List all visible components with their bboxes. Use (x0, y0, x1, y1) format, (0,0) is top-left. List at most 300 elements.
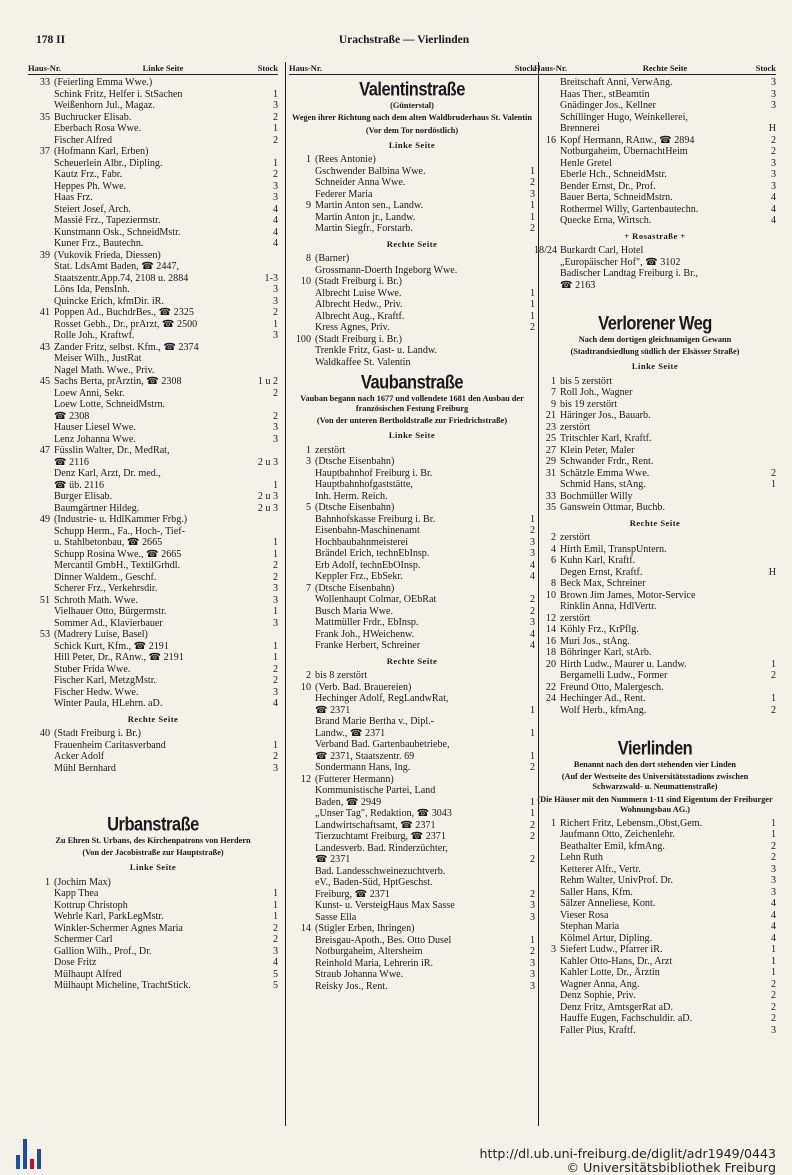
entry-text: Gnädinger Jos., Kellner (560, 100, 656, 111)
floor-number: 3 (272, 762, 278, 774)
floor-number: 3 (272, 192, 278, 203)
list-item (289, 537, 535, 549)
house-number (534, 112, 560, 124)
list-item (289, 514, 535, 526)
list-item (534, 280, 776, 292)
list-item (28, 537, 278, 549)
house-number: 47 (39, 445, 50, 456)
list-item (28, 169, 278, 181)
floor-number: 2 (272, 663, 278, 675)
floor-number (750, 636, 776, 648)
entry-text: Albrecht Aug., Kraftf. (315, 310, 405, 322)
entry-text: Loew Anni, Sekr. (54, 387, 125, 399)
house-number (28, 537, 54, 549)
list-item (28, 595, 278, 607)
list-item (534, 491, 776, 503)
floor-number: 3 (770, 77, 776, 88)
entry-text: Albrecht Luise Wwe. (315, 287, 402, 299)
entry-text: Schwander Frdr., Rent. (560, 456, 654, 468)
floor-number: 1 (529, 165, 535, 177)
floor-number: 4 (529, 628, 535, 640)
floor-number: 3 (272, 686, 278, 698)
floor-number: 3 (770, 169, 776, 180)
floor-number: 4 (770, 932, 776, 944)
house-number (289, 189, 315, 201)
entry-text: Mülhaupt Micheline, TrachtStick. (54, 980, 191, 992)
side-label: Linke Seite (142, 63, 184, 73)
floor-number (509, 693, 535, 705)
house-number: 14 (300, 923, 311, 935)
floor-number (509, 491, 535, 503)
entry-text: Bahnhofskasse Freiburg i. Br. (315, 513, 436, 525)
house-number (534, 887, 560, 899)
entry-text: Heppes Ph. Wwe. (54, 180, 127, 192)
floor-number: 2 (529, 819, 535, 831)
street-title: Urbanstraße (107, 814, 199, 836)
house-number (289, 548, 315, 560)
entry-text: Mercantil GmbH., TextilGrhdl. (54, 560, 181, 571)
floor-number (750, 280, 776, 292)
list-item (28, 957, 278, 969)
entry-text: Brand Marie Bertha v., Dipl.- (315, 716, 435, 728)
entry-text: Ganswein Ottmar, Buchb. (560, 502, 665, 514)
floor-number: 3 (272, 295, 278, 307)
entry-text: Sälzer Anneliese, Kont. (560, 898, 656, 910)
house-number (289, 514, 315, 526)
entry-text: Rosset Gebh., Dr., prArzt, ☎ 2500 (54, 318, 198, 330)
floor-number: 2 (529, 223, 535, 235)
floor-number (509, 923, 535, 935)
floor-number: 2 (529, 888, 535, 900)
house-number: 43 (39, 341, 50, 353)
house-number (28, 135, 54, 147)
entry-text: Löns Ida, PensInh. (54, 284, 130, 295)
entry-text: Zander Fritz, selbst. Kfm., ☎ 2374 (54, 341, 199, 353)
floor-number: 3 (272, 100, 278, 111)
list-item (28, 330, 278, 342)
list-item (289, 594, 535, 606)
list-item (28, 434, 278, 446)
list-item (534, 864, 776, 876)
entry-text: Kommunistische Partei, Land (315, 785, 436, 797)
house-number (534, 1025, 560, 1037)
house-number (289, 311, 315, 323)
list-item (28, 491, 278, 503)
floor-number: 5 (272, 980, 278, 992)
stock-label: Stock (755, 63, 776, 73)
floor-number (750, 647, 776, 659)
house-number: 29 (545, 456, 556, 468)
floor-number: 3 (529, 969, 535, 981)
house-number (28, 560, 54, 572)
floor-number: 1 (529, 299, 535, 311)
entry-text: Kahler Lotte, Dr., Ärztin (560, 967, 660, 979)
floor-number (509, 445, 535, 457)
house-number (28, 330, 54, 342)
list-item (289, 177, 535, 189)
floor-number (750, 456, 776, 468)
list-item (28, 480, 278, 492)
entry-text: Wagner Anna, Ang. (560, 978, 640, 990)
floor-number (750, 590, 776, 602)
entry-text: Frank Joh., HWeichenw. (315, 628, 415, 640)
floor-number (750, 245, 776, 257)
house-number (28, 664, 54, 676)
floor-number (509, 670, 535, 682)
list-item (289, 670, 535, 682)
entry-text: Landesverb. Bad. Rinderzüchter, (315, 842, 448, 854)
house-number (28, 751, 54, 763)
floor-number: 1 (272, 123, 278, 134)
list-item (289, 154, 535, 166)
spacer (28, 792, 278, 810)
list-item (289, 866, 535, 878)
list-item (534, 636, 776, 648)
house-number (28, 204, 54, 216)
entry-text: Scheuerlein Albr., Dipling. (54, 157, 163, 169)
floor-number: 2 (770, 146, 776, 157)
entry-text: Mülhaupt Alfred (54, 968, 122, 980)
house-number (534, 990, 560, 1002)
entry-text: Füsslin Walter, Dr., MedRat, (54, 445, 170, 456)
list-item (28, 503, 278, 515)
floor-number: 2 (770, 704, 776, 716)
floor-number: 1 (529, 200, 535, 212)
list-item (534, 567, 776, 579)
house-number (289, 345, 315, 357)
list-item (289, 200, 535, 212)
house-number (28, 641, 54, 653)
house-number (289, 866, 315, 878)
entry-text: Vielhauer Otto, Bürgermstr. (54, 606, 167, 617)
house-number (289, 617, 315, 629)
list-item (289, 958, 535, 970)
house-number (289, 299, 315, 311)
list-item (289, 774, 535, 786)
floor-number: 4 (272, 203, 278, 215)
entry-text: Sondermann Hans, Ing. (315, 762, 411, 774)
house-number (28, 526, 54, 538)
floor-number (509, 716, 535, 728)
house-number (28, 353, 54, 365)
floor-number: 2 (770, 670, 776, 682)
list-item (28, 728, 278, 740)
spacer (534, 291, 776, 309)
floor-number: 1 (272, 157, 278, 169)
house-number (534, 192, 560, 204)
floor-number: 3 (770, 100, 776, 111)
floor-number (750, 387, 776, 399)
street-note: Nach dem dortigen gleichnamigen Gewann (578, 334, 732, 344)
entry-text: zerstört (560, 532, 591, 544)
street-note: (Die Häuser mit den Nummern 1-11 sind Eigentum der Freiburger Wohnungsbau AG.) (537, 794, 773, 814)
floor-number: 1 (272, 888, 278, 900)
stock-label: Stock (514, 63, 535, 73)
house-number (28, 503, 54, 515)
floor-number: 2 (529, 594, 535, 606)
entry-text: Schink Fritz, Helfer i. StSachen (54, 88, 183, 100)
entry-text: Landw., ☎ 2371 (315, 727, 386, 739)
list-item (534, 1002, 776, 1014)
entry-text: Loew Lotte, SchneidMstrn. (54, 399, 166, 410)
house-number: 2 (305, 670, 311, 682)
source-link[interactable]: http://dl.ub.uni-freiburg.de/diglit/adr1949/0443 (479, 1146, 776, 1161)
house-number (28, 273, 54, 285)
list-item (28, 192, 278, 204)
entry-text: Brown Jim James, Motor-Service (560, 589, 696, 601)
entry-text: Straub Johanna Wwe. (315, 969, 404, 981)
floor-number: 1 (272, 537, 278, 548)
house-number (534, 204, 560, 216)
entry-text: Kapp Thea (54, 888, 99, 900)
floor-number: 1 (529, 750, 535, 762)
house-number (289, 969, 315, 981)
list-item (28, 123, 278, 135)
floor-number (509, 682, 535, 694)
entry-text: Eberbach Rosa Wwe. (54, 123, 141, 134)
list-item (534, 468, 776, 480)
list-item (28, 457, 278, 469)
house-number (28, 319, 54, 331)
list-item (534, 979, 776, 991)
column-right (534, 62, 776, 1126)
floor-number: 1 (529, 704, 535, 716)
street-note: (Stadtrandsiedlung südlich der Elsässer Straße) (570, 347, 740, 357)
house-number (289, 177, 315, 189)
list-item (534, 624, 776, 636)
floor-number: 2 (272, 307, 278, 318)
house-number (28, 900, 54, 912)
list-item (534, 613, 776, 625)
entry-text: ☎ 2371, Staatszentr. 69 (315, 750, 415, 762)
list-item (534, 693, 776, 705)
floor-number (509, 843, 535, 855)
floor-number: 2 (272, 169, 278, 180)
house-number (534, 146, 560, 158)
house-number (289, 357, 315, 369)
floor-number (509, 739, 535, 751)
floor-number: 3 (529, 957, 535, 969)
list-item (534, 112, 776, 124)
floor-number: 1 (272, 899, 278, 911)
floor-number (750, 399, 776, 411)
floor-number (509, 502, 535, 514)
floor-number (750, 601, 776, 613)
entry-text: Martin Anton jr., Landw. (315, 211, 416, 223)
list-item (289, 820, 535, 832)
entry-text: Stephan Maria (560, 921, 620, 933)
entry-text: Burkardt Carl, Hotel (560, 245, 644, 256)
entry-text: Hauptbahnhof Freiburg i. Br. (315, 467, 433, 479)
floor-number: 3 (770, 875, 776, 887)
entry-text: Weißenhorn Jul., Magaz. (54, 100, 155, 111)
column-header (289, 62, 535, 75)
entry-text: (Stigler Erben, Ihringen) (315, 923, 415, 935)
entry-text: eV., Baden-Süd, HptGeschst. (315, 877, 433, 889)
floor-number: 3 (770, 88, 776, 100)
floor-number (252, 146, 278, 158)
house-number (289, 751, 315, 763)
floor-number: 4 (272, 215, 278, 226)
list-item (534, 257, 776, 269)
house-number: 1 (305, 154, 311, 166)
entry-text: (Dtsche Eisenbahn) (315, 456, 395, 468)
entry-text: Staatszentr.App.74, 2108 u. 2884 (54, 272, 189, 284)
list-item (534, 956, 776, 968)
list-item (289, 629, 535, 641)
entry-text: zerstört (560, 421, 591, 433)
house-number: 33 (39, 77, 50, 88)
house-number (28, 261, 54, 273)
floor-number (252, 261, 278, 273)
entry-text: ☎ üb. 2116 (54, 479, 105, 491)
house-number (28, 618, 54, 630)
entry-text: Freund Otto, Malergesch. (560, 681, 664, 693)
house-number (289, 322, 315, 334)
entry-text: Winkler-Schermer Agnes Maria (54, 922, 183, 934)
floor-number (252, 629, 278, 641)
house-number (28, 957, 54, 969)
page-number: 178 II (36, 34, 66, 46)
floor-number: 2 (272, 134, 278, 146)
house-number (28, 158, 54, 170)
house-number (289, 166, 315, 178)
entry-text: Martin Anton sen., Landw. (315, 200, 424, 212)
list-item (28, 261, 278, 273)
side-heading: Rechte Seite (629, 517, 681, 528)
list-item (534, 944, 776, 956)
house-number (28, 652, 54, 664)
house-number: 33 (545, 490, 556, 502)
list-item (534, 215, 776, 227)
list-item (289, 491, 535, 503)
floor-number (252, 468, 278, 480)
house-number: 1 (305, 444, 311, 456)
house-number: 39 (39, 249, 50, 261)
floor-number: 4 (272, 957, 278, 969)
house-number (289, 808, 315, 820)
side-heading: Linke Seite (388, 430, 436, 441)
list-item (28, 227, 278, 239)
house-number: 21 (545, 410, 556, 422)
house-number (289, 212, 315, 224)
house-number (28, 763, 54, 775)
list-item (28, 422, 278, 434)
floor-number: 1 (272, 606, 278, 617)
floor-number: H (768, 566, 776, 578)
list-item (28, 629, 278, 641)
list-item (289, 739, 535, 751)
floor-number (750, 682, 776, 694)
floor-number: 2 u 3 (257, 491, 278, 502)
house-number (534, 979, 560, 991)
floor-number (509, 479, 535, 491)
house-number: 3 (550, 944, 556, 956)
house-number (28, 296, 54, 308)
list-item (28, 740, 278, 752)
floor-number: 4 (770, 921, 776, 933)
house-number (28, 491, 54, 503)
floor-number: 1 (272, 318, 278, 330)
floor-number: 1 (770, 967, 776, 979)
side-heading: + Rosastraße + (624, 230, 686, 241)
entry-text: Denz Sophie, Priv. (560, 990, 636, 1002)
floor-number: 1-3 (264, 272, 278, 284)
floor-number (750, 433, 776, 445)
house-number (534, 1002, 560, 1014)
entry-text: Kahler Otto-Hans, Dr., Arzt (560, 955, 673, 967)
floor-number: 4 (770, 898, 776, 910)
list-item (534, 921, 776, 933)
entry-text: Schupp Herm., Fa., Hoch-, Tief- (54, 525, 185, 537)
house-number (534, 215, 560, 227)
hausnr-label: Haus-Nr. (28, 63, 61, 73)
page-title: Urachstraße — Vierlinden (338, 34, 470, 46)
house-number (534, 1013, 560, 1025)
house-number (289, 693, 315, 705)
house-number (289, 946, 315, 958)
list-item (289, 808, 535, 820)
list-item (534, 601, 776, 613)
house-number (289, 854, 315, 866)
floor-number: 1 (529, 934, 535, 946)
floor-number: 1 (272, 739, 278, 751)
entry-text: Hauffe Eugen, Fachschuldir. aD. (560, 1013, 693, 1025)
column-middle (285, 62, 539, 1126)
entry-text: Degen Ernst, Kraftf. (560, 566, 643, 578)
floor-number: 1 (272, 640, 278, 652)
house-number (289, 981, 315, 993)
floor-number (750, 376, 776, 388)
list-item (28, 606, 278, 618)
list-item (28, 980, 278, 992)
entry-text: Bochmüller Willy (560, 490, 633, 502)
floor-number: 2 (770, 852, 776, 864)
floor-number (509, 456, 535, 468)
list-item (534, 544, 776, 556)
house-number (534, 670, 560, 682)
list-item (534, 659, 776, 671)
house-number (289, 935, 315, 947)
floor-number (750, 422, 776, 434)
entry-text: Bauer Berta, SchneidMstrn. (560, 192, 673, 203)
entry-text: Roll Joh., Wagner (560, 387, 633, 399)
house-number (289, 716, 315, 728)
entry-text: Verband Bad. Gartenbaubetriebe, (315, 739, 450, 751)
street-note: Vauban begann nach 1677 und vollendete 1681 den Ausbau der französischen Festung Freiburg (300, 393, 524, 413)
house-number (28, 422, 54, 434)
list-item (289, 479, 535, 491)
floor-number (509, 253, 535, 265)
list-item (534, 875, 776, 887)
entry-text: bis 19 zerstört (560, 398, 618, 410)
list-item (534, 818, 776, 830)
list-item (289, 854, 535, 866)
house-number (534, 864, 560, 876)
list-item (534, 933, 776, 945)
list-item (28, 618, 278, 630)
floor-number (509, 265, 535, 277)
column-header (534, 62, 776, 75)
list-item (289, 877, 535, 889)
list-item (534, 422, 776, 434)
house-number: 18 (545, 647, 556, 659)
entry-text: Bender Ernst, Dr., Prof. (560, 180, 656, 192)
side-heading: Linke Seite (388, 139, 436, 150)
list-item (289, 969, 535, 981)
house-number (28, 411, 54, 423)
floor-number: 2 (272, 560, 278, 571)
